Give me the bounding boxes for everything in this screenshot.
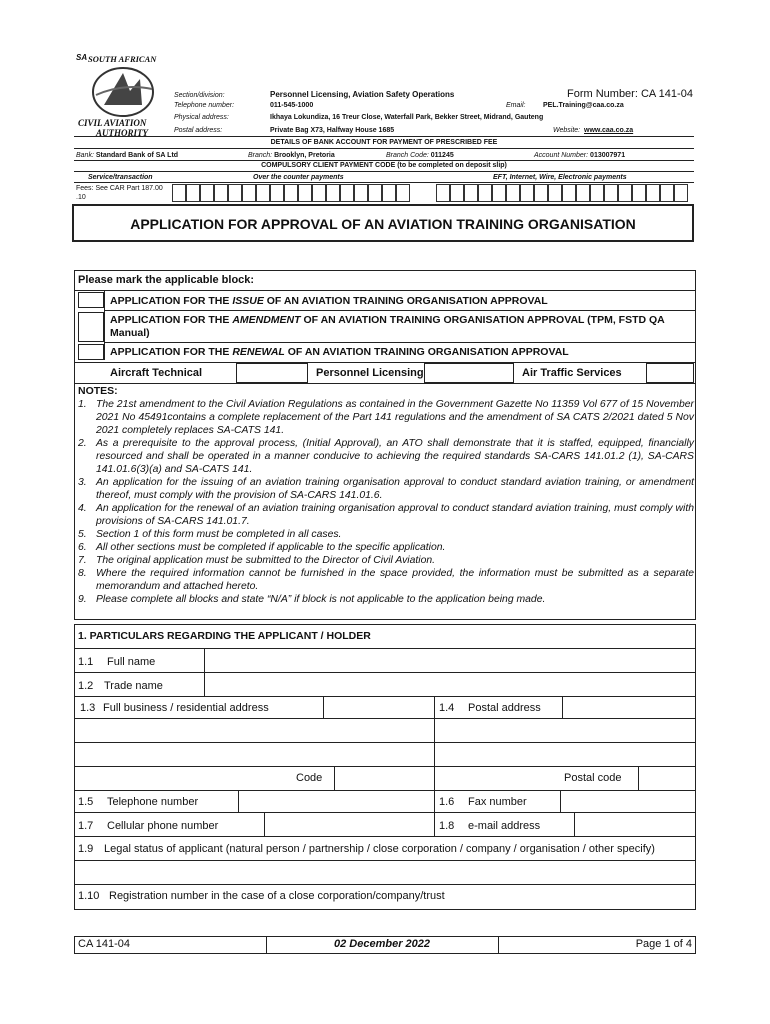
bank-label: Bank:: [76, 152, 94, 159]
note-number: 7.: [78, 555, 87, 566]
f11-label: Full name: [107, 656, 156, 668]
note-item: [78, 593, 694, 606]
note-item: [78, 567, 694, 593]
business-code-field[interactable]: [336, 768, 432, 788]
logo-prefix: SA: [76, 53, 88, 62]
logo-emblem-icon: [90, 65, 156, 119]
note-text: All other sections must be completed if applicable to the specific application.: [96, 542, 446, 553]
code-value: 011245: [430, 152, 454, 159]
note-number: 4.: [78, 503, 87, 514]
footer-date: 02 December 2022: [333, 938, 430, 950]
account-number: [534, 151, 625, 160]
category-personnel-licensing: Personnel Licensing: [316, 367, 424, 379]
f15-label: Telephone number: [107, 796, 199, 808]
bank-name: [76, 151, 178, 160]
branch: [248, 151, 335, 160]
note-number: 2.: [78, 438, 87, 449]
option-renewal-a: APPLICATION FOR THE: [110, 346, 233, 358]
cellphone-field[interactable]: [266, 814, 432, 834]
note-number: 1.: [78, 399, 87, 410]
section1-heading: 1. PARTICULARS REGARDING THE APPLICANT / HOLDER: [78, 630, 371, 642]
amendment-checkbox[interactable]: [78, 312, 104, 342]
category-aircraft-technical: Aircraft Technical: [110, 367, 203, 379]
note-item: [78, 502, 694, 528]
note-number: 9.: [78, 594, 87, 605]
account-value: 013007971: [590, 152, 626, 159]
option-amendment[interactable]: [110, 314, 690, 340]
category-air-traffic: Air Traffic Services: [522, 367, 622, 379]
option-renewal-b: RENEWAL: [232, 346, 285, 358]
counter-code-boxes[interactable]: [172, 184, 410, 202]
option-issue[interactable]: [110, 295, 548, 307]
service-label: Service/transaction: [88, 174, 153, 181]
business-address-line2[interactable]: [76, 744, 432, 764]
branch-label: Branch:: [248, 152, 273, 159]
code-label: Branch Code:: [386, 152, 429, 159]
note-item: [78, 554, 694, 567]
footer-page: Page 1 of 4: [635, 938, 692, 950]
logo: [74, 50, 174, 140]
option-renewal[interactable]: [110, 346, 569, 358]
note-text: The 21st amendment to the Civil Aviation Regulations as contained in the Government Gazette No 11359 Vol 677 of 15 November 2021 No 45491contains a complete replacement of the Part 141 regulations and the amendment of SA CATS 2/2021 dated 5 Nov 2021 completely replaces SA-CATS 141.: [96, 399, 694, 436]
section-label: Section/division:: [174, 92, 225, 99]
mark-heading: Please mark the applicable block:: [78, 274, 255, 286]
bank-heading: DETAILS OF BANK ACCOUNT FOR PAYMENT OF PRESCRIBED FEE: [270, 139, 498, 146]
eft-code-boxes[interactable]: [436, 184, 688, 202]
page-title: APPLICATION FOR APPROVAL OF AN AVIATION TRAINING ORGANISATION: [130, 216, 636, 232]
f110-label: Registration number in the case of a close corporation/company/trust: [109, 890, 445, 902]
form-number: Form Number: CA 141-04: [567, 88, 693, 100]
postal-label: Postal address:: [174, 127, 223, 134]
note-item: [78, 528, 694, 541]
branch-code: [386, 151, 454, 160]
f19-label: Legal status of applicant (natural person / partnership / close corporation / company / organisation / other specify): [104, 843, 655, 855]
fees-label: Fees: See CAR Part 187.00 .10: [76, 185, 163, 201]
air-traffic-checkbox[interactable]: [646, 363, 694, 383]
postal-code-field[interactable]: [640, 768, 694, 788]
physical-label: Physical address:: [174, 114, 229, 121]
legal-status-field[interactable]: [76, 862, 694, 882]
f16-number: 1.6: [439, 796, 455, 808]
phone-value: 011-545-1000: [270, 102, 314, 109]
notes-list: [78, 398, 694, 606]
option-amendment-b: AMENDMENT: [232, 314, 301, 326]
note-item: [78, 476, 694, 502]
note-number: 8.: [78, 568, 87, 579]
bank-value: Standard Bank of SA Ltd: [95, 152, 179, 159]
note-number: 5.: [78, 529, 87, 540]
option-amendment-c: OF AN AVIATION TRAINING ORGANISATION APPROVAL (TPM, FSTD QA Manual): [110, 314, 665, 339]
f11-number: 1.1: [78, 656, 94, 668]
note-item: [78, 398, 694, 437]
f19-number: 1.9: [78, 843, 94, 855]
f13-label: Full business / residential address: [103, 702, 269, 714]
f17-label: Cellular phone number: [107, 820, 219, 832]
option-issue-a: APPLICATION FOR THE: [110, 295, 233, 307]
f12-number: 1.2: [78, 680, 94, 692]
option-renewal-c: OF AN AVIATION TRAINING ORGANISATION APPROVAL: [284, 346, 569, 358]
f110-number: 1.10: [78, 890, 100, 902]
renewal-checkbox[interactable]: [78, 344, 104, 360]
postal-address-line2[interactable]: [436, 744, 694, 764]
email-label: Email:: [506, 102, 526, 109]
account-label: Account Number:: [534, 152, 589, 159]
f13-number: 1.3: [80, 702, 96, 714]
note-item: [78, 541, 694, 554]
option-issue-b: ISSUE: [232, 295, 264, 307]
note-number: 6.: [78, 542, 87, 553]
aircraft-technical-checkbox[interactable]: [236, 363, 308, 383]
note-text: As a prerequisite to the approval process, (Initial Approval), an ATO shall demonstrate that it is staffed, equipped, financially resourced and shall be operated in a manner conducive to achieving the required standards SA-CARS 141.01.2 (1), SA-CARS 141.01.6(3)(a) and SA-CATS 141.: [96, 438, 694, 475]
footer-form-number: CA 141-04: [78, 938, 130, 950]
business-address-line1[interactable]: [76, 720, 432, 740]
telephone-field[interactable]: [240, 792, 432, 810]
note-text: Please complete all blocks and state “N/A” if block is not applicable to the application being made.: [96, 594, 546, 605]
f18-label: e-mail address: [468, 820, 541, 832]
note-text: Where the required information cannot be furnished in the space provided, the information must be submitted as a separate memorandum and attached hereto.: [96, 568, 694, 592]
f14-label: Postal address: [468, 702, 541, 714]
note-text: An application for the renewal of an aviation training organisation approval to conduct standard aviation training, must comply with provisions of SA-CARS 141.01.7.: [96, 503, 694, 527]
f14-number: 1.4: [439, 702, 455, 714]
note-item: [78, 437, 694, 476]
note-text: Section 1 of this form must be completed in all cases.: [96, 529, 342, 540]
option-amendment-a: APPLICATION FOR THE: [110, 314, 233, 326]
email-value[interactable]: PEL.Training@caa.co.za: [543, 102, 624, 109]
personnel-licensing-checkbox[interactable]: [424, 363, 514, 383]
f17-number: 1.7: [78, 820, 94, 832]
logo-line2: AUTHORITY: [96, 128, 149, 138]
note-number: 3.: [78, 477, 87, 488]
full-name-field[interactable]: [206, 650, 694, 670]
physical-value: Ikhaya Lokundiza, 16 Treur Close, Waterfall Park, Bekker Street, Midrand, Gauteng: [270, 114, 544, 121]
logo-top-text: SOUTH AFRICAN: [88, 54, 157, 64]
notes-heading: NOTES:: [78, 385, 118, 397]
email-field[interactable]: [576, 814, 694, 834]
note-text: An application for the issuing of an aviation training organisation approval to conduct standard aviation training, or amendment thereof, must comply with the provision of SA-CARS 141.01.6.: [96, 477, 694, 501]
website-link[interactable]: www.caa.co.za: [584, 127, 634, 134]
phone-label: Telephone number:: [174, 102, 235, 109]
postal-value: Private Bag X73, Halfway House 1685: [270, 127, 395, 134]
trade-name-field[interactable]: [206, 674, 694, 694]
f18-number: 1.8: [439, 820, 455, 832]
f12-label: Trade name: [104, 680, 163, 692]
postal-address-line1[interactable]: [436, 720, 694, 740]
fax-field[interactable]: [562, 792, 694, 810]
code-label: Code: [296, 772, 323, 784]
title-box: [72, 204, 694, 242]
counter-label: Over the counter payments: [253, 174, 344, 181]
issue-checkbox[interactable]: [78, 292, 104, 308]
logo-line1: CIVIL AVIATION: [78, 118, 147, 128]
eft-label: EFT, Internet, Wire, Electronic payments: [493, 174, 627, 181]
branch-value: Brooklyn, Pretoria: [274, 152, 335, 159]
note-text: The original application must be submitted to the Director of Civil Aviation.: [96, 555, 436, 566]
payment-code-heading: COMPULSORY CLIENT PAYMENT CODE (to be completed on deposit slip): [261, 162, 507, 169]
f16-label: Fax number: [468, 796, 527, 808]
option-issue-c: OF AN AVIATION TRAINING ORGANISATION APPROVAL: [263, 295, 548, 307]
f15-number: 1.5: [78, 796, 94, 808]
website-label: Website:: [553, 127, 581, 134]
postal-code-label: Postal code: [564, 772, 622, 784]
section-value: Personnel Licensing, Aviation Safety Operations: [270, 90, 455, 99]
